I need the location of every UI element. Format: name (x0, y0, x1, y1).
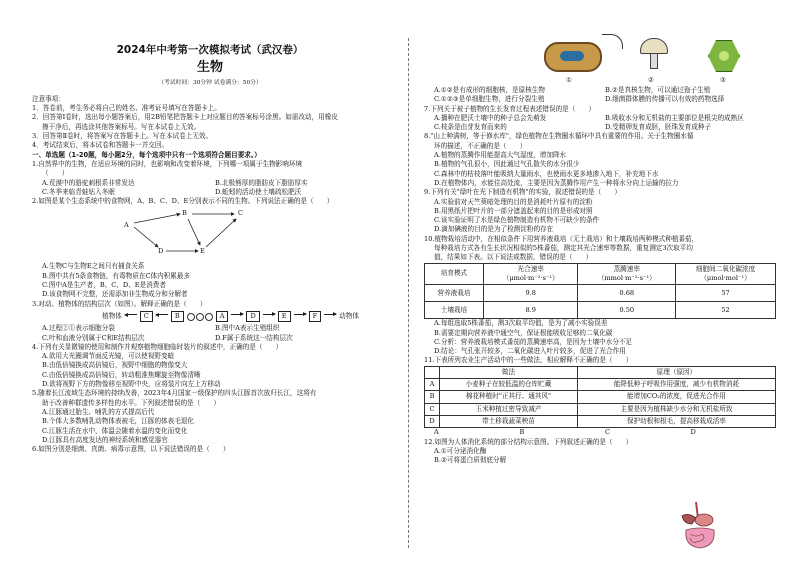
level-c: C (140, 311, 153, 322)
option-b[interactable]: B.植物的气孔很小，因此通过气孔散失的水分很少 (434, 160, 580, 169)
option-a[interactable]: A.①②是有成形的细胞核，是原核生物 (434, 86, 545, 94)
question-10-stem: 值，结果如下表。以下说法或数据，错误的是（ ） (434, 253, 593, 262)
bacterium-flagellum (602, 34, 623, 49)
option-d[interactable]: D.在植物体内，水能往高处流，主要是因为蒸腾作用产生一种将水分向上运输的拉力 (434, 178, 679, 187)
option-d[interactable]: D.F属于系统这一结构层次 (215, 333, 293, 342)
option-a[interactable]: A.植物的蒸腾作用能提高大气湿度，增加降水 (434, 151, 567, 160)
level-e: E (278, 311, 291, 322)
arrow-icon (263, 314, 275, 315)
option-a[interactable]: A.荒漠中的骆驼刺根系非常发达 (42, 178, 135, 187)
image-label-1: ① (566, 76, 572, 84)
question-1-stem: 1.自然界中的生物，在适应环境的同时，也影响和改变着环境，下列哪一项属于生物影响环境 (32, 159, 303, 168)
table-cell: 0.68 (578, 285, 676, 302)
option-a[interactable]: A (434, 428, 439, 437)
question-10-stem: 10.植物栽培活动中，在相似条件下用营养液栽培（无土栽培）和土壤栽培两种模式种植番茄， (424, 234, 699, 243)
arrow-icon (156, 314, 168, 315)
cultivation-data-table (424, 263, 776, 320)
question-10-stem: 每种栽培方式各有生长状况相似的5株番茄，测定其光合速率等数据，重复测定3次取平均 (434, 244, 693, 253)
arrow-icon (231, 314, 243, 315)
node-b: B (182, 209, 187, 218)
table-header: 蒸腾速率 （mmol·m⁻²·s⁻¹） (578, 263, 676, 285)
option-d[interactable]: D.细菌群体膜的传播可以有效的药物选择 (605, 95, 725, 104)
section-heading: 一、单选题（1-20题，每小题2分，每个选项中只有一个选项符合题目要求。） (32, 150, 261, 159)
question-7-stem: 7.下列关于被子植物的生长发育过程表述错误的是（ ） (424, 104, 596, 113)
option-b[interactable]: B.用黑纸片把叶片的一部分遮盖起来的目的是形成对照 (434, 206, 593, 215)
option-c[interactable]: C.①②③是单细胞生物，进行分裂生殖 (434, 95, 545, 104)
table-header: 培育模式 (425, 263, 484, 285)
question-6-options (424, 86, 776, 95)
note-line: 1．答卷前，考生务必将自己的姓名、准考证号填写在答题卡上。 (32, 104, 221, 113)
table-header (425, 366, 440, 378)
option-c[interactable]: C.叶和血液分别属于C和E结构层次 (42, 333, 145, 342)
question-1-options (32, 179, 388, 188)
note-line: 擦干净后，再选涂其他答案标号。写在本试卷上无效。 (42, 122, 201, 131)
question-7-options (424, 114, 776, 123)
structure-chain-diagram (102, 311, 388, 322)
fungus-image (640, 38, 666, 70)
option-b[interactable]: B.由低倍镜换成高倍镜后，视野中细胞的物像变大 (42, 361, 188, 370)
question-11-stem: 11.下表所列农业生产活动中的一些做法，相应解释不正确的是（ ） (424, 356, 633, 365)
option-b[interactable]: B.图中A表示生殖组织 (215, 324, 280, 333)
node-a: A (124, 221, 129, 230)
table-row (425, 403, 776, 415)
table-cell: 0.50 (578, 302, 676, 319)
level-f: F (309, 311, 322, 322)
option-a[interactable]: A.实验前对天竺葵暗处理的目的是消耗叶片原有的淀粉 (434, 197, 593, 206)
table-cell: 能降低种子呼吸作用强度，减少有机物消耗 (577, 379, 775, 391)
option-c[interactable]: C.江豚生活在水中，体温会随着水温的变化而变化 (42, 426, 188, 435)
question-4-stem: 4.下列有关显微镜的使用和制作并观察植物细胞临时装片的叙述中，正确的是（ ） (32, 342, 283, 351)
option-b[interactable]: B.图中共有5条食物链，有毒物质在C体内积累最多 (42, 271, 191, 280)
table-header-row (425, 263, 776, 285)
option-a[interactable]: A.①可分泌消化酶 (434, 446, 487, 455)
notes-heading: 注意事项： (32, 94, 65, 103)
table-row (425, 379, 776, 391)
question-3-options (32, 324, 388, 333)
left-column (32, 36, 388, 454)
option-a[interactable]: A.欲用大光圈调节面反光镜，可以使视野变暗 (42, 352, 175, 361)
virus-image (708, 40, 740, 72)
question-3-stem: 3.对动、植物体的结构层次（如图）。解释正确的是（ ） (32, 299, 207, 308)
table-cell: 保护幼根和根毛，提高移栽成活率 (577, 415, 775, 427)
column-divider (408, 38, 409, 548)
question-2-stem: 2.如图是某个生态系统中的食物网，A、B、C、D、E分别表示不同的生物。下列说法正确的是（ ） (32, 197, 334, 206)
arrow-icon (324, 314, 336, 315)
note-line: 4．考试结束后，将本试卷和答题卡一并交回。 (32, 141, 169, 150)
table-header: 原理（原因） (577, 366, 775, 378)
option-b[interactable]: B.个体大多数哺乳动物体表被毛，江豚的体表毛退化 (42, 417, 195, 426)
option-b[interactable]: B.需要定期向营养液中通空气，保证根能吸收足够的二氧化碳 (434, 328, 613, 337)
option-b[interactable]: B.②是真核生物，可以通过孢子生殖 (605, 86, 711, 94)
node-c: C (238, 209, 244, 218)
question-5-stem: 5.随着长江流域生态环境的持续改善，2023年4月国家一级保护的四头江豚首次放归长江，这将有 (32, 389, 317, 398)
bacterium-dna (560, 51, 584, 61)
option-d[interactable]: D.受精卵发育成胚，胚珠发育成种子 (605, 123, 712, 132)
image-label-3: ③ (720, 76, 726, 84)
node-d: D (158, 247, 164, 256)
option-b[interactable]: B (519, 428, 525, 437)
digestive-system-diagram (674, 500, 726, 552)
option-c[interactable]: C.该实验证明了水是绿色植物制造有机物不可缺少的条件 (434, 216, 600, 225)
table-cell: 能增加CO₂的浓度，促进光合作用 (577, 391, 775, 403)
table-cell: 土壤栽培 (425, 302, 484, 319)
table-cell: 带土移栽蔬菜秧苗 (440, 415, 578, 427)
question-8-stem: 环的描述，不正确的是（ ） (434, 141, 527, 150)
exam-meta: （考试时间：30分钟 试卷满分：50分） (158, 79, 262, 86)
table-row (425, 415, 776, 427)
question-6-stem: 6.如图分别是细菌、真菌、病毒示意图，以下说法错误的是（ ） (32, 445, 230, 454)
subject-title: 生物 (196, 60, 223, 76)
question-5-stem: 助于改善种群遗传多样性的水平。下列叙述错误的是（ ） (42, 398, 221, 407)
microbe-illustrations (540, 38, 770, 88)
table-cell: 57 (676, 285, 776, 302)
node-e: E (200, 247, 205, 256)
option-c[interactable]: C.分析：营养液栽培模式番茄的蒸腾速率高，是因为土壤中水分不足 (434, 337, 633, 346)
table-cell: C (425, 403, 440, 415)
image-label-2: ② (648, 76, 654, 84)
table-cell: 9.8 (483, 285, 578, 302)
option-c[interactable]: C (605, 428, 611, 437)
question-1-stem: （ ） (42, 169, 69, 178)
question-11-options (424, 428, 776, 437)
option-c[interactable]: C.枝条是由芽发育而来的 (434, 123, 507, 132)
table-cell: A (425, 379, 440, 391)
table-cell: 营养液栽培 (425, 285, 484, 302)
table-cell: 棉花种植时"正其行、通其风" (440, 391, 578, 403)
agriculture-practice-table (424, 366, 776, 428)
question-8-stem: 8."山上种满树，等于修水库"，绿色植物在生物圈水循环中具有重要的作用。关于生物圈水循 (424, 132, 694, 141)
table-cell: 玉米种植过密导致减产 (440, 403, 578, 415)
question-6-options (424, 95, 776, 104)
question-12-stem: 12.如图为人体消化系统的部分结构示意图。下列叙述正确的是（ ） (424, 437, 633, 446)
right-column (424, 86, 776, 465)
option-c[interactable]: C.冬季来临青蛙钻入冬眠 (42, 187, 115, 196)
option-a[interactable]: A.江豚通过胎生、哺乳的方式提高后代 (42, 407, 155, 416)
plant-label: 植物体 (102, 311, 122, 320)
table-cell: D (425, 415, 440, 427)
table-cell: 主要是因为植株缺少水分和无机盐所致 (577, 403, 775, 415)
question-1-options (32, 188, 388, 197)
level-a: A (216, 311, 229, 322)
option-a[interactable]: A.每组选取5株番茄，测3次取平均值，是为了减小实验误差 (434, 319, 608, 328)
option-a[interactable]: A.播种在肥沃土壤中的种子总会先萌发 (434, 113, 547, 122)
question-3-options (32, 334, 388, 343)
arrow-icon (125, 314, 137, 315)
option-d[interactable]: D.滴加碘液的目的是为了检测淀粉的存在 (434, 225, 554, 234)
table-row (425, 302, 776, 319)
table-row (425, 285, 776, 302)
option-a[interactable]: A.生物C与生物E之间只有捕食关系 (42, 262, 145, 271)
option-a[interactable]: A.过程②①表示细胞分裂 (42, 324, 115, 333)
note-line: 2．回答第Ⅰ卷时，选出每小题答案后，用2B铅笔把答题卡上对应题目的答案标号涂黑。如需改动，用橡皮 (32, 113, 338, 122)
exam-title: 2024年中考第一次模拟考试（武汉卷） (116, 44, 304, 56)
option-b[interactable]: B.②可将蛋白质彻底分解 (434, 456, 507, 465)
option-c[interactable]: C.图中A是生产者，B、C、D、E是消费者 (42, 281, 166, 290)
note-line: 3．回答第Ⅱ卷时，将答案写在答题卡上。写在本试卷上无效。 (32, 132, 213, 141)
table-cell: 小麦种子在较低温的仓库贮藏 (440, 379, 578, 391)
table-header-row (425, 366, 776, 378)
animal-label: 动物体 (339, 311, 359, 320)
table-header: 做法 (440, 366, 578, 378)
option-b[interactable]: B.北极熊厚的脂肪皮下脂肪厚实 (215, 178, 308, 187)
table-header: 光合速率 （μmol·m⁻²·s⁻¹） (483, 263, 578, 285)
option-c[interactable]: C.森林中的枯枝落叶能吸纳大量雨水，也使雨水更多地渗入地下，补充地下水 (434, 169, 659, 178)
option-c[interactable]: C.由低倍镜换成高倍镜后，转动粗准焦螺旋至物像清晰 (42, 370, 201, 379)
option-d[interactable]: D.江豚具有高度发达的神经系统和感觉器官 (42, 435, 168, 444)
cells-icon (187, 313, 213, 321)
option-d[interactable]: D (690, 428, 696, 437)
food-web-diagram (122, 209, 262, 259)
arrow-icon (294, 314, 306, 315)
level-b: B (171, 311, 184, 322)
table-cell: 52 (676, 302, 776, 319)
level-d: D (246, 311, 259, 322)
option-d[interactable]: D.欲将视野下方的物像移至视野中央，应将装片向左上方移动 (42, 380, 221, 389)
bacterium-image (544, 42, 602, 72)
table-cell: B (425, 391, 440, 403)
table-cell: 8.9 (483, 302, 578, 319)
table-header: 细胞间二氧化碳浓度 （μmol·mol⁻¹） (676, 263, 776, 285)
option-b[interactable]: B.吸收水分和无机盐的主要部位是根尖的成熟区 (605, 113, 744, 122)
option-d[interactable]: D.该食物网不完整，还需添加非生物成分和分解者 (42, 290, 188, 299)
option-d[interactable]: D.蚯蚓的活动使土壤疏松肥沃 (215, 187, 302, 196)
question-9-stem: 9.下列有关"绿叶在光下制造有机物"的实验，叙述错误的是（ ） (424, 188, 621, 197)
option-d[interactable]: D.结论：气孔张开较多，二氧化碳进入叶片较多，促进了光合作用 (434, 347, 626, 356)
question-7-options (424, 123, 776, 132)
table-row (425, 391, 776, 403)
